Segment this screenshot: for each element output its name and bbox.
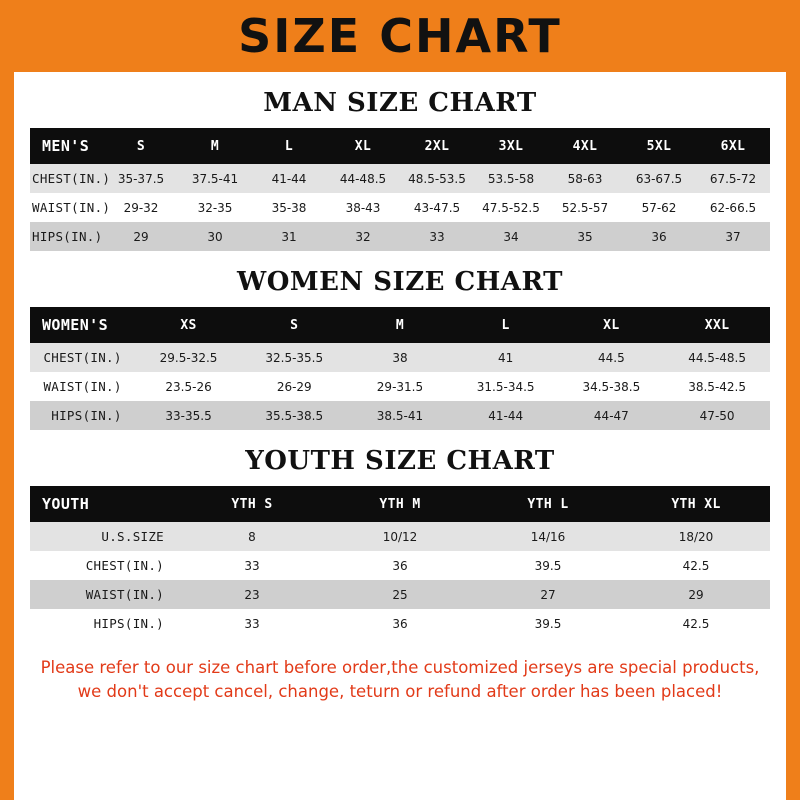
men-chest-4xl: 58-63 (567, 171, 603, 186)
women-row-chest-label: CHEST(IN.) (43, 350, 122, 365)
men-hips-s: 29 (133, 229, 149, 244)
women-hips-m: 38.5-41 (376, 408, 424, 423)
youth-ussize-xl: 18/20 (678, 529, 714, 544)
women-table-header-row (30, 307, 770, 343)
footer-note-line-1: Please refer to our size chart before order,the customized jerseys are special products, (40, 658, 760, 677)
youth-row-ussize-label: U.S.SIZE (101, 529, 164, 544)
women-section-title: WOMEN SIZE CHART (237, 267, 563, 297)
youth-ussize-l: 14/16 (530, 529, 566, 544)
men-hips-4xl: 35 (577, 229, 593, 244)
youth-waist-xl: 29 (688, 587, 704, 602)
youth-row-waist-label: WAIST(IN.) (85, 587, 164, 602)
men-header-s: S (136, 138, 146, 154)
men-waist-3xl: 47.5-52.5 (482, 200, 540, 215)
women-chest-m: 38 (392, 350, 408, 365)
banner (0, 0, 800, 72)
youth-hips-m: 36 (392, 616, 408, 631)
youth-header-s: YTH S (231, 496, 273, 512)
men-row-hips-label: HIPS(IN.) (32, 229, 103, 244)
men-waist-4xl: 52.5-57 (561, 200, 609, 215)
women-hips-xxl: 47-50 (699, 408, 735, 423)
table-row (30, 343, 770, 372)
women-chest-xxl: 44.5-48.5 (688, 350, 746, 365)
men-hips-3xl: 34 (503, 229, 519, 244)
men-header-2xl: 2XL (424, 138, 450, 154)
women-header-s: S (290, 317, 299, 333)
banner-title: SIZE CHART (238, 9, 562, 63)
men-hips-xl: 32 (355, 229, 371, 244)
men-waist-6xl: 62-66.5 (709, 200, 757, 215)
table-row (30, 372, 770, 401)
men-hips-5xl: 36 (651, 229, 667, 244)
table-row (30, 401, 770, 430)
women-waist-m: 29-31.5 (376, 379, 424, 394)
youth-chest-l: 39.5 (534, 558, 562, 573)
women-row-hips-label: HIPS(IN.) (51, 408, 122, 423)
women-header-xxl: XXL (704, 317, 730, 333)
table-row (30, 551, 770, 580)
men-chest-s: 35-37.5 (117, 171, 165, 186)
men-header-xl: XL (354, 138, 372, 154)
women-header-m: M (395, 317, 405, 333)
women-hips-l: 41-44 (488, 408, 524, 423)
youth-table-header-row (30, 486, 770, 522)
men-waist-5xl: 57-62 (641, 200, 677, 215)
youth-hips-s: 33 (244, 616, 260, 631)
men-size-table (30, 128, 770, 251)
youth-waist-m: 25 (392, 587, 408, 602)
men-header-4xl: 4XL (572, 138, 598, 154)
youth-chest-xl: 42.5 (682, 558, 710, 573)
youth-size-table (30, 486, 770, 638)
youth-section-title: YOUTH SIZE CHART (245, 446, 555, 476)
men-header-l: L (284, 138, 294, 154)
youth-ussize-s: 8 (248, 529, 256, 544)
women-waist-xxl: 38.5-42.5 (688, 379, 746, 394)
men-hips-m: 30 (207, 229, 223, 244)
men-waist-xl: 38-43 (345, 200, 381, 215)
youth-row-chest-label: CHEST(IN.) (85, 558, 164, 573)
youth-ussize-m: 10/12 (382, 529, 418, 544)
women-waist-l: 31.5-34.5 (476, 379, 535, 394)
youth-header-label: YOUTH (42, 495, 90, 513)
women-header-label: WOMEN'S (42, 316, 109, 334)
youth-waist-l: 27 (540, 587, 556, 602)
youth-chest-s: 33 (244, 558, 260, 573)
men-waist-s: 29-32 (123, 200, 159, 215)
men-chest-2xl: 48.5-53.5 (408, 171, 466, 186)
women-chest-xl: 44.5 (598, 350, 625, 365)
table-row (30, 580, 770, 609)
table-row (30, 193, 770, 222)
men-row-chest-label: CHEST(IN.) (32, 171, 111, 186)
youth-chest-m: 36 (392, 558, 408, 573)
men-hips-2xl: 33 (429, 229, 445, 244)
women-header-l: L (501, 317, 510, 333)
men-section-title: MAN SIZE CHART (263, 88, 537, 118)
men-header-6xl: 6XL (720, 138, 746, 154)
content (14, 88, 786, 704)
youth-hips-xl: 42.5 (682, 616, 710, 631)
footer-note-line-2: we don't accept cancel, change, teturn or refund after order has been placed! (77, 681, 723, 701)
men-header-m: M (210, 138, 220, 154)
table-row (30, 522, 770, 551)
men-chest-m: 37.5-41 (191, 171, 239, 186)
men-chest-6xl: 67.5-72 (709, 171, 757, 186)
women-waist-xs: 23.5-26 (165, 379, 212, 394)
women-waist-s: 26-29 (276, 379, 312, 394)
women-chest-xs: 29.5-32.5 (159, 350, 218, 365)
women-size-table (30, 307, 770, 430)
youth-header-m: YTH M (379, 496, 421, 512)
women-header-xs: XS (180, 317, 197, 333)
men-waist-l: 35-38 (271, 200, 307, 215)
youth-header-xl: YTH XL (671, 496, 721, 512)
men-hips-6xl: 37 (725, 229, 741, 244)
youth-row-hips-label: HIPS(IN.) (93, 616, 164, 631)
men-row-waist-label: WAIST(IN.) (32, 200, 111, 215)
table-row (30, 222, 770, 251)
women-hips-s: 35.5-38.5 (265, 408, 324, 423)
footer-note (30, 656, 770, 704)
women-waist-xl: 34.5-38.5 (582, 379, 641, 394)
men-header-label: MEN'S (42, 137, 90, 155)
youth-waist-s: 23 (244, 587, 260, 602)
men-waist-2xl: 43-47.5 (413, 200, 461, 215)
women-chest-l: 41 (498, 350, 514, 365)
women-header-xl: XL (603, 317, 620, 333)
men-chest-l: 41-44 (271, 171, 307, 186)
men-chest-5xl: 63-67.5 (635, 171, 683, 186)
men-table-header-row (30, 128, 770, 164)
men-header-3xl: 3XL (498, 138, 524, 154)
women-chest-s: 32.5-35.5 (265, 350, 324, 365)
men-waist-m: 32-35 (197, 200, 233, 215)
men-header-5xl: 5XL (646, 138, 672, 154)
men-hips-l: 31 (281, 229, 297, 244)
youth-header-l: YTH L (527, 496, 569, 512)
youth-hips-l: 39.5 (534, 616, 562, 631)
women-hips-xl: 44-47 (593, 408, 629, 423)
women-hips-xs: 33-35.5 (165, 408, 212, 423)
table-row (30, 164, 770, 193)
men-chest-xl: 44-48.5 (339, 171, 387, 186)
men-chest-3xl: 53.5-58 (487, 171, 535, 186)
women-row-waist-label: WAIST(IN.) (43, 379, 122, 394)
table-row (30, 609, 770, 638)
